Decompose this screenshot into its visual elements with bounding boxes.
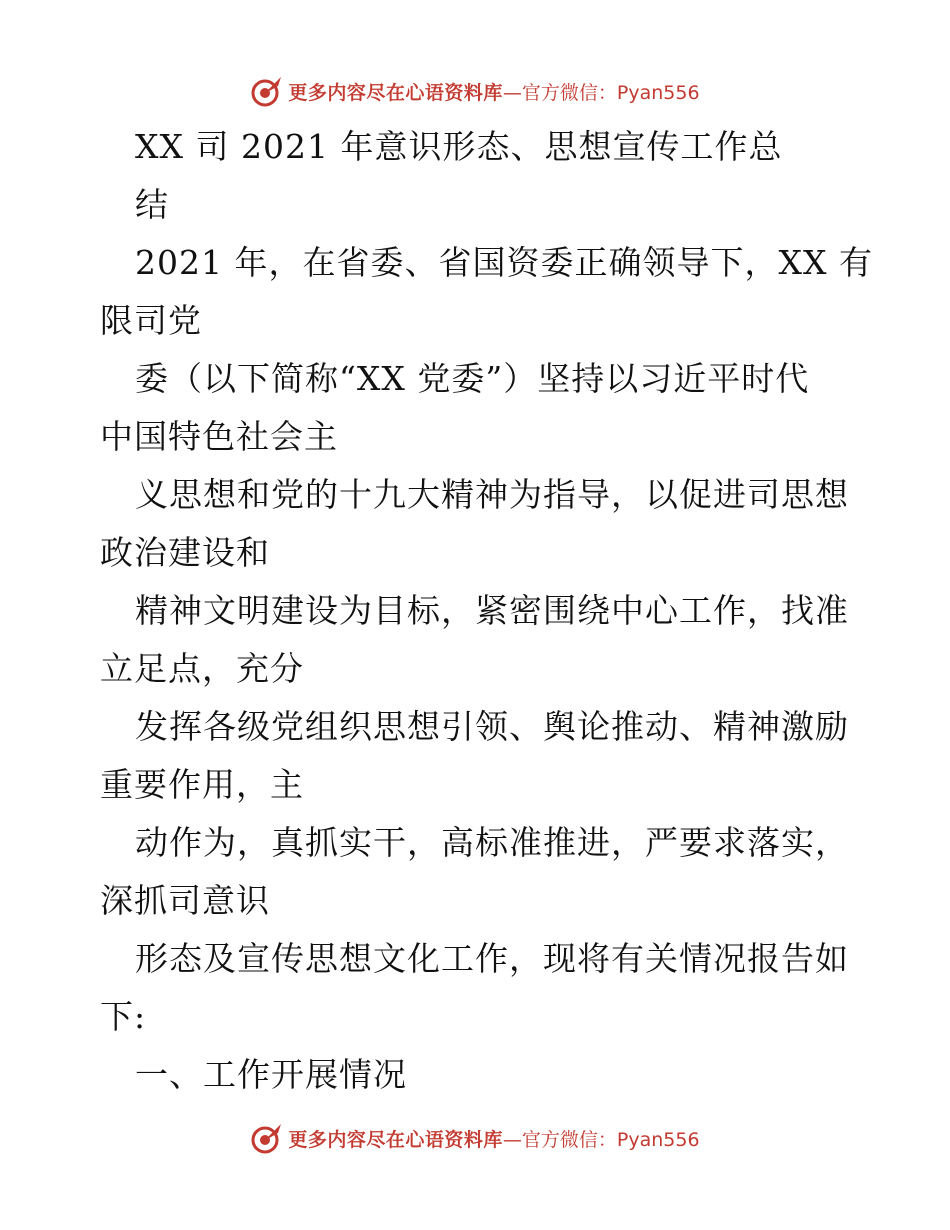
watermark-subtitle: —官方微信：Pyan556 [502,81,700,104]
document-line: 下: [100,997,147,1036]
document-line: 义思想和党的十九大精神为指导，以促进司思想 [135,475,849,514]
watermark-subtitle: —官方微信：Pyan556 [502,1128,700,1151]
document-line: 重要作用，主 [100,765,304,804]
document-line: 政治建设和 [100,533,270,572]
document-line: 动作为，真抓实干，高标准推进，严要求落实， [135,823,849,862]
document-line: 立足点，充分 [100,649,304,688]
document-line: 发挥各级党组织思想引领、舆论推动、精神激励 [135,707,849,746]
document-line: 精神文明建设为目标，紧密围绕中心工作，找准 [135,591,849,630]
document-line: 限司党 [100,301,202,340]
document-line: 一、工作开展情况 [135,1055,407,1094]
document-line: 形态及宣传思想文化工作，现将有关情况报告如 [135,939,849,978]
document-line: 委（以下简称“XX 党委”）坚持以习近平时代 [135,359,810,398]
quill-logo-icon [250,1121,284,1155]
document-body [100,118,873,1104]
document-line: 结 [135,185,169,224]
watermark-title: 更多内容尽在心语资料库 [288,1128,503,1151]
watermark-header [0,71,950,111]
document-line: XX 司 2021 年意识形态、思想宣传工作总 [135,127,783,166]
quill-logo-icon [250,74,284,108]
document-line: 2021 年，在省委、省国资委正确领导下，XX 有 [135,243,873,282]
watermark-title: 更多内容尽在心语资料库 [288,81,503,104]
document-line: 深抓司意识 [100,881,270,920]
document-line: 中国特色社会主 [100,417,338,456]
watermark-footer [0,1118,950,1158]
